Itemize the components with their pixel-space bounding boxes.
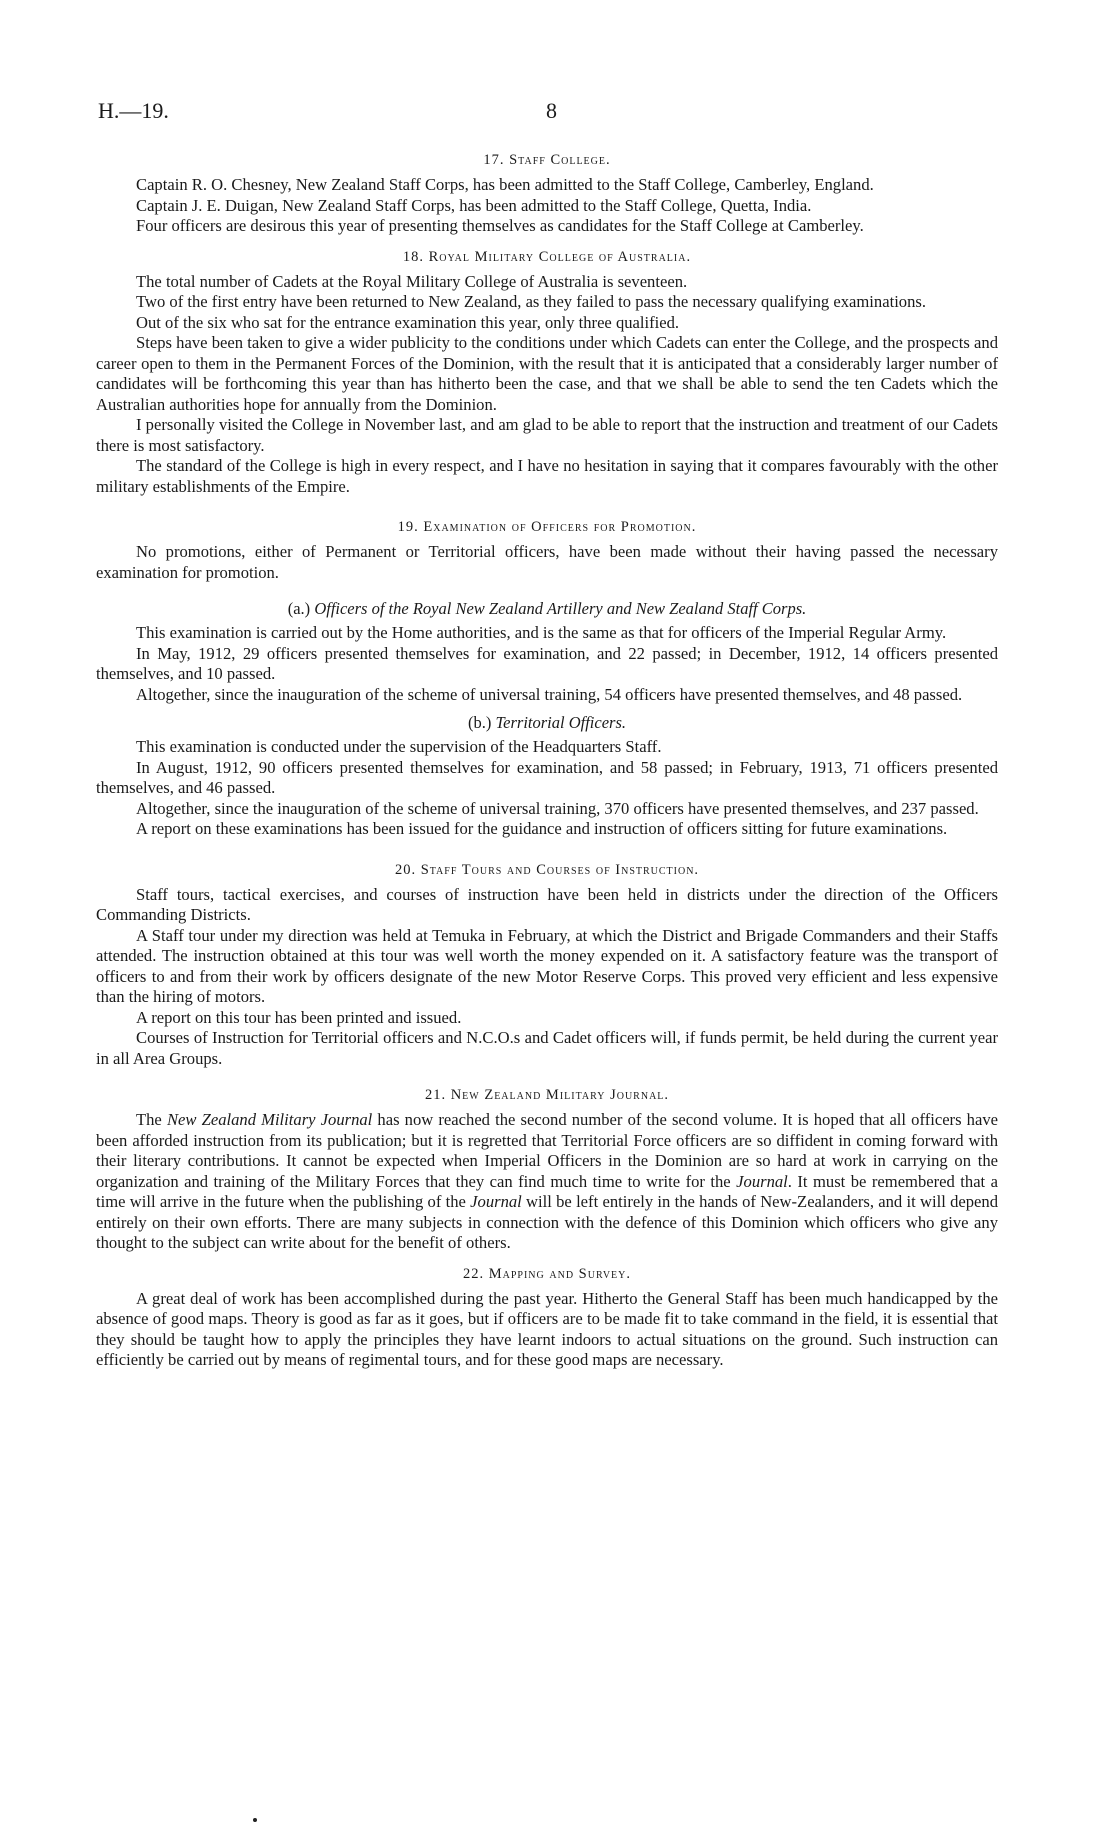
section-heading: 22. Mapping and Survey. (462, 1265, 631, 1282)
paragraph: Four officers are desirous this year of presenting themselves as candidates for the Staff College at Camberley. (136, 216, 864, 235)
paragraph: The total number of Cadets at the Royal Military College of Australia is seventeen. (136, 271, 688, 291)
paragraph: Courses of Instruction for Territorial officers and N.C.O.s and Cadet officers will, if funds permit, be held during the current year in all Area Groups. (96, 1028, 998, 1068)
paragraph: The standard of the College is high in every respect, and I have no hesitation in saying that it compares favourably with the other military establishments of the Empire. (96, 456, 998, 496)
section-military-journal (96, 1087, 998, 1254)
paragraph: Out of the six who sat for the entrance examination this year, only three qualified. (136, 312, 680, 332)
subsection-label: (b.) (468, 713, 492, 732)
paragraph: A great deal of work has been accomplished during the past year. Hitherto the General Staff has been much handicapped by the absence of good maps. Theory is good as far as it goes, but if officers are to be made fit to take command in the field, it is essential that they should be taught how to apply the principles they have learnt indoors to actual situations on the ground. Such instruction can efficiently be carried out by means of regimental tours, and for these good maps are necessary. (96, 1288, 998, 1369)
section-staff-college (96, 152, 998, 237)
section-mapping-survey (96, 1266, 998, 1371)
journal-ref: Journal (736, 1171, 788, 1191)
section-royal-military-college (96, 249, 998, 498)
running-header (96, 98, 998, 134)
paragraph: This examination is carried out by the Home authorities, and is the same as that for officers of the Imperial Regular Army. (136, 623, 947, 642)
paragraph: A report on these examinations has been issued for the guidance and instruction of officers sitting for future examinations. (136, 819, 948, 838)
paragraph: In August, 1912, 90 officers presented themselves for examination, and 58 passed; in February, 1913, 71 officers presented themselves, and 46 passed. (96, 757, 998, 797)
subsection-label: (a.) (287, 599, 311, 618)
paragraph: Steps have been taken to give a wider publicity to the conditions under which Cadets can enter the College, and the prospects and career open to them in the Permanent Forces of the Dominion, with the result that it is anticipated that a considerably larger number of candidates will be forthcoming this year than has hitherto been the case, and that we shall be able to send the ten Cadets which the Australian authorities hope for annually from the Dominion. (96, 333, 998, 414)
document-code: H.—19. (98, 98, 169, 123)
paragraph: Staff tours, tactical exercises, and courses of instruction have been held in districts under the direction of the Officers Commanding Districts. (96, 884, 998, 924)
paragraph: A Staff tour under my direction was held at Temuka in February, at which the District and Brigade Commanders and their Staffs attended. The instruction obtained at this tour was well worth the money expended on it. A satisfactory feature was the transport of officers to and from their work by officers designate of the new Motor Reserve Corps. This proved very efficient and less expensive than the hiring of motors. (96, 925, 998, 1006)
journal-title: New Zealand Military Journal (166, 1110, 373, 1129)
section-heading: 21. New Zealand Military Journal. (424, 1087, 670, 1103)
subsection-heading-a (96, 599, 998, 619)
section-officer-promotion-exams (96, 519, 998, 840)
section-heading: 20. Staff Tours and Courses of Instruction. (394, 861, 700, 878)
page-number: 8 (546, 98, 557, 123)
paragraph: I personally visited the College in November last, and am glad to be able to report that the instruction and treatment of our Cadets there is most satisfactory. (96, 415, 998, 455)
paragraph: The New Zealand Military Journal has now reached the second number of the second volume. It is hoped that all officers have been afforded instruction from its publication; but it is regretted that Territorial Force officers are so diffident in coming forward with their literary contributions. It cannot be expected when Imperial Officers in the Dominion are so hard at work in carrying on the organization and training of the Military Forces that they can find much time to write for the Journal. It must be remembered that a time will arrive in the future when the publishing of the Journal will be left entirely in the hands of New-Zealanders, and it will depend entirely on their own efforts. There are many subjects in connection with the defence of this Dominion which officers who give any thought to the subject can write about for the benefit of others. (96, 1110, 999, 1252)
paragraph: Captain J. E. Duigan, New Zealand Staff Corps, has been admitted to the Staff College, Quetta, India. (136, 195, 812, 215)
print-speck (253, 1818, 257, 1822)
journal-ref: Journal (470, 1192, 522, 1211)
section-heading: 17. Staff College. (483, 152, 611, 168)
paragraph: In May, 1912, 29 officers presented themselves for examination, and 22 passed; in December, 1912, 14 officers presented themselves, and 10 passed. (96, 643, 998, 683)
subsection-title: Officers of the Royal New Zealand Artillery and New Zealand Staff Corps. (314, 599, 807, 618)
paragraph: No promotions, either of Permanent or Territorial officers, have been made without their having passed the necessary examination for promotion. (96, 542, 998, 582)
paragraph: A report on this tour has been printed and issued. (136, 1007, 462, 1027)
document-page (96, 98, 998, 1371)
paragraph: Altogether, since the inauguration of the scheme of universal training, 54 officers have presented themselves, and 48 passed. (136, 684, 963, 704)
section-staff-tours (96, 862, 998, 1070)
paragraph: Two of the first entry have been returned to New Zealand, as they failed to pass the necessary qualifying examinations. (136, 292, 927, 311)
section-heading: 18. Royal Military College of Australia. (402, 248, 692, 265)
section-heading: 19. Examination of Officers for Promotion. (397, 519, 697, 535)
subsection-heading-b (96, 713, 998, 733)
subsection-title: Territorial Officers. (495, 713, 626, 732)
paragraph: This examination is conducted under the supervision of the Headquarters Staff. (136, 737, 662, 756)
paragraph: Captain R. O. Chesney, New Zealand Staff Corps, has been admitted to the Staff College, Camberley, England. (136, 175, 874, 194)
paragraph: Altogether, since the inauguration of the scheme of universal training, 370 officers have presented themselves, and 237 passed. (136, 798, 979, 818)
